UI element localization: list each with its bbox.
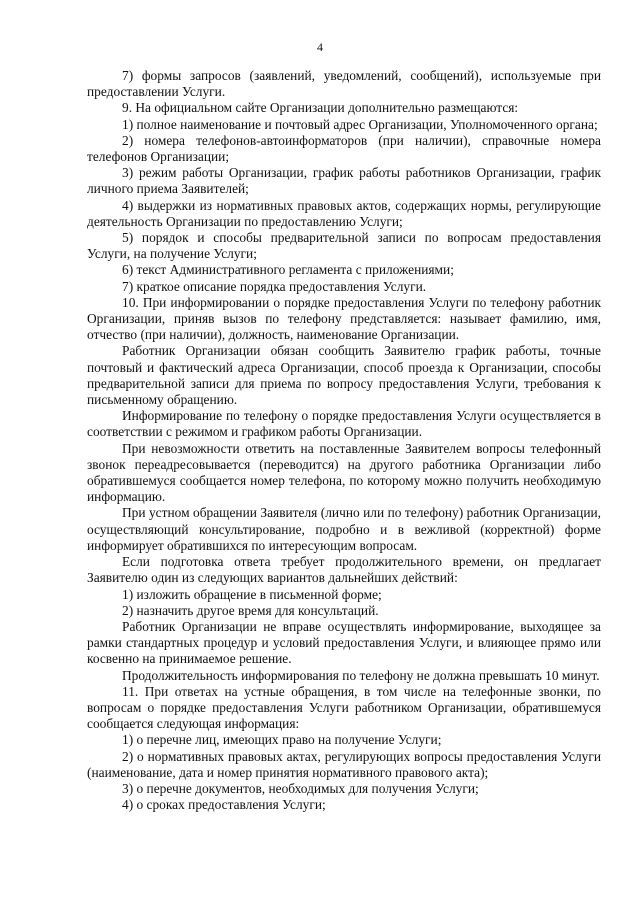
paragraph: Работник Организации не вправе осуществлять информирование, выходящее за рамки стандартных процедур и условий предоставления Услуги, и влияющее прямо или косвенно на принимаемое решение.: [87, 618, 601, 667]
page-number: 4: [317, 40, 323, 54]
paragraph: 3) о перечне документов, необходимых для получения Услуги;: [122, 780, 479, 796]
paragraph: 2) о нормативных правовых актах, регулирующих вопросы предоставления Услуги (наименование, дата и номер принятия нормативного правового акта);: [87, 748, 601, 780]
paragraph: 1) о перечне лиц, имеющих право на получение Услуги;: [122, 732, 442, 748]
paragraph: При устном обращении Заявителя (лично или по телефону) работник Организации, осуществляющий консультирование, подробно и в вежливой (корректной) форме информирует обратившихся по интересующим вопросам.: [87, 505, 601, 553]
paragraph: Продолжительность информирования по телефону не должна превышать 10 минут.: [122, 667, 600, 683]
paragraph: 1) полное наименование и почтовый адрес Организации, Уполномоченного органа;: [122, 116, 598, 132]
paragraph: 10. При информировании о порядке предоставления Услуги по телефону работник Организации, приняв вызов по телефону представляется: называет фамилию, имя, отчество (при наличии), должность, наименование Организации.: [87, 294, 601, 343]
paragraph: 3) режим работы Организации, график работы работников Организации, график личного приема Заявителей;: [87, 165, 601, 197]
paragraph: 1) изложить обращение в письменной форме;: [122, 586, 382, 602]
paragraph: Информирование по телефону о порядке предоставления Услуги осуществляется в соответствии с режимом и графиком работы Организации.: [87, 408, 601, 440]
paragraph: 9. На официальном сайте Организации дополнительно размещаются:: [122, 100, 519, 116]
paragraph: 11. При ответах на устные обращения, в том числе на телефонные звонки, по вопросам о порядке предоставления Услуги работником Организации, обратившемуся сообщается следующая информация:: [87, 683, 601, 732]
paragraph: 5) порядок и способы предварительной записи по вопросам предоставления Услуги, на получение Услуги;: [87, 230, 601, 262]
document-body: [87, 68, 601, 813]
paragraph: При невозможности ответить на поставленные Заявителем вопросы телефонный звонок переадресовывается (переводится) на другого работника Организации либо обратившемуся сообщается номер телефона, по которому можно получить необходимую информацию.: [87, 440, 601, 505]
paragraph: 2) номера телефонов-автоинформаторов (при наличии), справочные номера телефонов Организации;: [87, 132, 601, 165]
paragraph: Работник Организации обязан сообщить Заявителю график работы, точные почтовый и фактический адреса Организации, способ проезда к Организации, способы предварительной записи для приема по вопросу предоставления Услуги, требования к письменному обращению.: [87, 343, 601, 408]
paragraph: 2) назначить другое время для консультаций.: [122, 602, 379, 618]
paragraph: 7) краткое описание порядка предоставления Услуги.: [122, 278, 427, 294]
paragraph: Если подготовка ответа требует продолжительного времени, он предлагает Заявителю один из следующих вариантов дальнейших действий:: [87, 554, 601, 586]
paragraph: 4) выдержки из нормативных правовых актов, содержащих нормы, регулирующие деятельность Организации по предоставлению Услуги;: [87, 197, 601, 229]
paragraph: 7) формы запросов (заявлений, уведомлений, сообщений), используемые при предоставлении Услуги.: [87, 68, 601, 100]
paragraph: 4) о сроках предоставления Услуги;: [122, 797, 326, 813]
paragraph: 6) текст Административного регламента с приложениями;: [122, 262, 454, 278]
